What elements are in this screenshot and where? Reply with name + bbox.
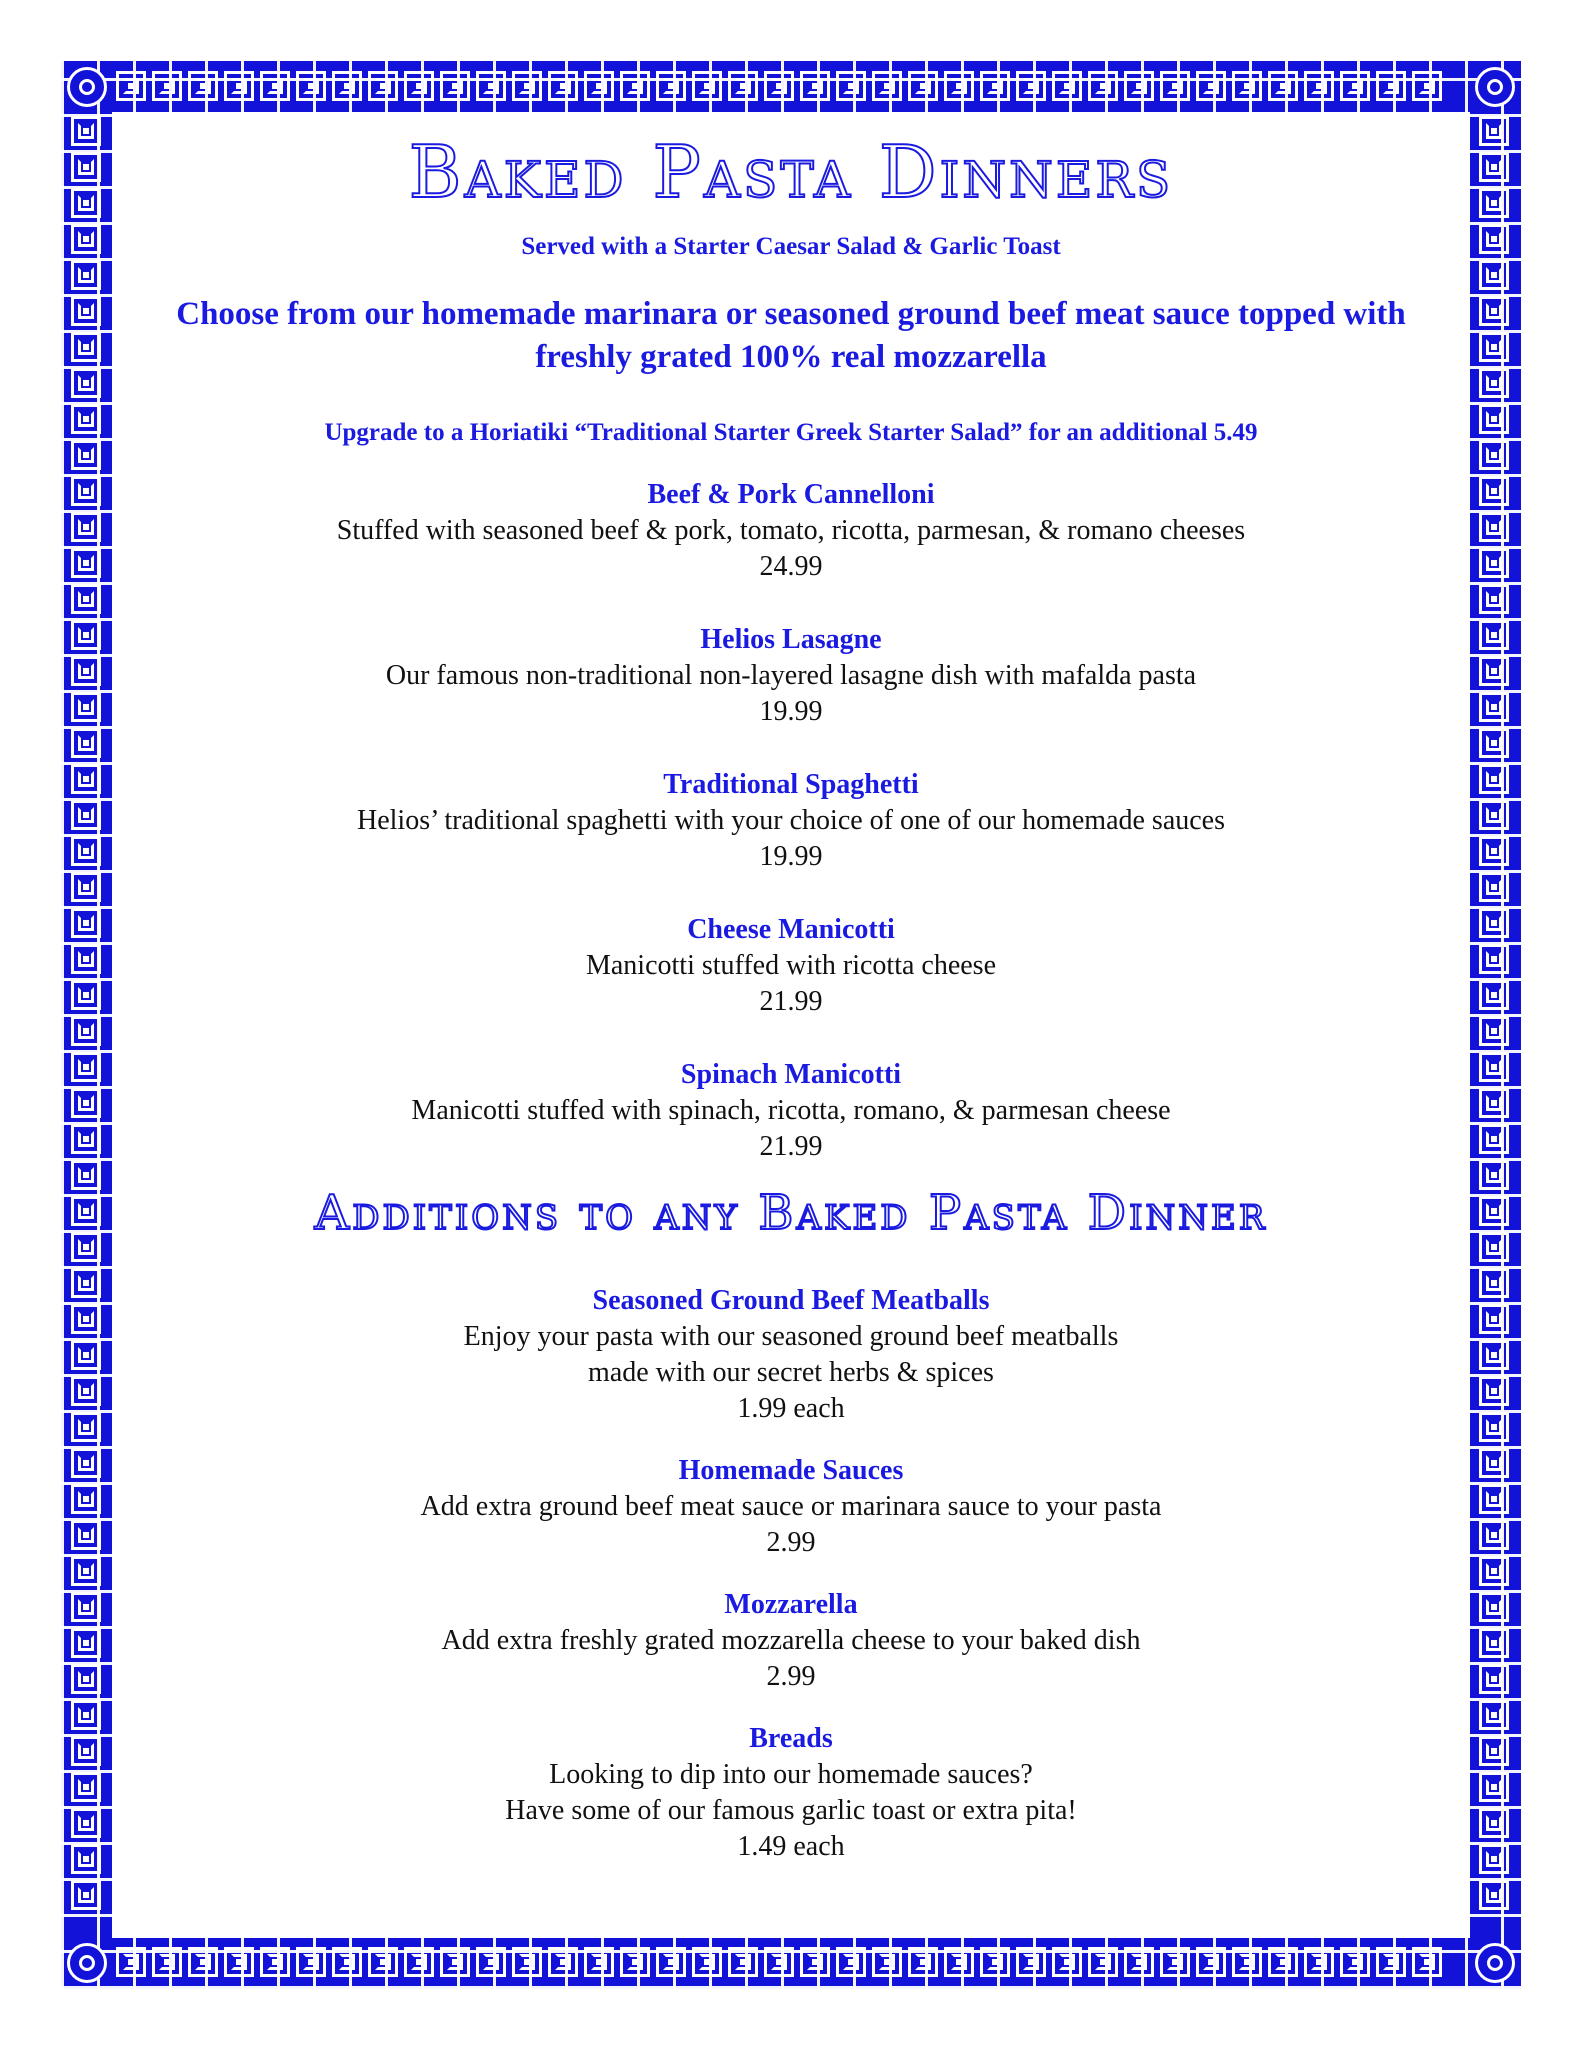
greek-key-tile: [764, 71, 794, 101]
menu-item-name: Spinach Manicotti: [680, 1059, 902, 1090]
greek-key-tile: [1479, 1700, 1509, 1730]
greek-key-tile: [1479, 980, 1509, 1010]
greek-key-tile: [71, 332, 101, 362]
greek-key-tile: [1016, 1947, 1046, 1977]
greek-key-tile: [152, 71, 182, 101]
greek-key-tile: [584, 1947, 614, 1977]
menu-item-price: 24.99: [759, 551, 823, 582]
greek-key-tile: [1479, 908, 1509, 938]
greek-key-tile: [1088, 71, 1118, 101]
greek-key-tile: [71, 620, 101, 650]
greek-key-tile: [1124, 1947, 1154, 1977]
menu-item: [130, 767, 1452, 875]
greek-key-tile: [71, 1124, 101, 1154]
greek-key-tile: [71, 1700, 101, 1730]
greek-key-tile: [188, 1947, 218, 1977]
greek-key-tile: [1160, 1947, 1190, 1977]
greek-key-tile: [1479, 332, 1509, 362]
greek-key-tile: [692, 71, 722, 101]
menu-item-description: Looking to dip into our homemade sauces?: [549, 1759, 1033, 1790]
greek-key-tile: [1412, 1947, 1442, 1977]
menu-item-price: 2.99: [766, 1527, 816, 1558]
greek-key-tile: [71, 1484, 101, 1514]
greek-key-tile: [1196, 71, 1226, 101]
greek-key-tile: [71, 872, 101, 902]
greek-key-tile: [71, 1232, 101, 1262]
greek-key-tile: [71, 1556, 101, 1586]
greek-key-tile: [1268, 71, 1298, 101]
greek-key-tile: [71, 836, 101, 866]
greek-key-tile: [71, 1412, 101, 1442]
greek-key-tile: [71, 1448, 101, 1478]
greek-key-tile: [908, 1947, 938, 1977]
greek-key-tile: [1479, 188, 1509, 218]
greek-key-tile: [1196, 1947, 1226, 1977]
greek-key-tile: [1479, 1736, 1509, 1766]
greek-key-tile: [1479, 1556, 1509, 1586]
greek-key-tile: [1479, 1088, 1509, 1118]
greek-key-tile: [1124, 71, 1154, 101]
greek-key-tile: [71, 116, 101, 146]
greek-key-tile: [1479, 728, 1509, 758]
greek-key-tile: [1479, 620, 1509, 650]
greek-key-tile: [296, 1947, 326, 1977]
greek-key-tile: [71, 188, 101, 218]
greek-key-tile: [440, 1947, 470, 1977]
menu-item: [130, 1057, 1452, 1165]
greek-key-tile: [1232, 71, 1262, 101]
greek-key-tile: [404, 71, 434, 101]
menu-item-price: 1.49 each: [737, 1831, 845, 1862]
greek-key-tile: [656, 71, 686, 101]
dish-list: [130, 477, 1452, 1165]
greek-key-tile: [1052, 1947, 1082, 1977]
greek-key-tile: [1479, 1592, 1509, 1622]
menu-item-description: Stuffed with seasoned beef & pork, tomato, ricotta, parmesan, & romano cheeses: [336, 515, 1246, 546]
greek-key-tile: [71, 368, 101, 398]
greek-key-tile: [1088, 1947, 1118, 1977]
greek-key-tile: [836, 1947, 866, 1977]
greek-key-tile: [1340, 71, 1370, 101]
greek-key-tile: [332, 1947, 362, 1977]
greek-key-tile: [1479, 1772, 1509, 1802]
greek-key-tile: [1479, 1268, 1509, 1298]
greek-key-tile: [188, 71, 218, 101]
greek-key-tile: [1479, 1448, 1509, 1478]
greek-key-tile: [512, 71, 542, 101]
menu-item: [130, 1721, 1452, 1865]
greek-key-tile: [1479, 1196, 1509, 1226]
menu-item-description: Have some of our famous garlic toast or extra pita!: [505, 1795, 1077, 1826]
greek-key-tile: [944, 1947, 974, 1977]
additions-list: [130, 1283, 1452, 1865]
greek-key-tile: [116, 1947, 146, 1977]
greek-key-tile: [692, 1947, 722, 1977]
greek-key-tile: [71, 1628, 101, 1658]
menu-content: [130, 125, 1452, 1865]
greek-key-tile: [71, 1196, 101, 1226]
greek-key-tile: [1479, 1232, 1509, 1262]
greek-key-tile: [1016, 71, 1046, 101]
greek-key-tile: [71, 728, 101, 758]
greek-key-tile: [1479, 1808, 1509, 1838]
greek-key-tile: [71, 1160, 101, 1190]
greek-key-tile: [71, 584, 101, 614]
greek-key-tile: [1479, 1160, 1509, 1190]
greek-key-tile: [71, 152, 101, 182]
greek-key-tile: [476, 71, 506, 101]
greek-key-tile: [1268, 1947, 1298, 1977]
greek-key-tile: [620, 1947, 650, 1977]
greek-key-tile: [71, 1808, 101, 1838]
greek-key-tile: [1376, 1947, 1406, 1977]
greek-key-tile: [1340, 1947, 1370, 1977]
menu-item-name: Beef & Pork Cannelloni: [647, 479, 935, 510]
greek-key-tile: [71, 980, 101, 1010]
greek-key-tile: [1479, 1304, 1509, 1334]
greek-key-tile: [71, 1268, 101, 1298]
greek-key-tile: [1479, 1880, 1509, 1910]
greek-key-tile: [1479, 296, 1509, 326]
greek-key-tile: [71, 1772, 101, 1802]
greek-key-tile: [368, 1947, 398, 1977]
greek-key-tile: [476, 1947, 506, 1977]
greek-key-tile: [1052, 71, 1082, 101]
menu-item-description: Manicotti stuffed with ricotta cheese: [585, 950, 997, 981]
greek-key-tile: [71, 512, 101, 542]
border-right-key-pattern: [1476, 113, 1512, 1913]
greek-key-tile: [296, 71, 326, 101]
salad-upgrade-note: Upgrade to a Horiatiki “Traditional Starter Greek Starter Salad” for an additional 5.49: [324, 419, 1258, 446]
greek-key-tile: [71, 224, 101, 254]
greek-key-tile: [1479, 224, 1509, 254]
greek-key-tile: [1479, 440, 1509, 470]
greek-key-tile: [548, 71, 578, 101]
greek-key-tile: [260, 71, 290, 101]
greek-key-tile: [1479, 1844, 1509, 1874]
greek-key-tile: [1479, 800, 1509, 830]
greek-key-tile: [71, 800, 101, 830]
menu-item: [130, 912, 1452, 1020]
greek-key-tile: [71, 944, 101, 974]
greek-key-tile: [584, 71, 614, 101]
greek-key-tile: [1479, 368, 1509, 398]
menu-item-price: 1.99 each: [737, 1393, 845, 1424]
border-bottom-key-pattern: [113, 1944, 1445, 1980]
greek-key-tile: [71, 1844, 101, 1874]
greek-key-tile: [71, 692, 101, 722]
menu-item-description: made with our secret herbs & spices: [588, 1357, 994, 1388]
greek-key-tile: [71, 1340, 101, 1370]
greek-key-tile: [224, 1947, 254, 1977]
greek-key-tile: [1479, 1052, 1509, 1082]
greek-key-tile: [728, 1947, 758, 1977]
greek-key-tile: [1479, 152, 1509, 182]
greek-key-tile: [1304, 71, 1334, 101]
greek-key-tile: [71, 1592, 101, 1622]
greek-key-tile: [1479, 764, 1509, 794]
menu-item-price: 19.99: [759, 841, 823, 872]
greek-key-tile: [1479, 1484, 1509, 1514]
greek-key-tile: [71, 1880, 101, 1910]
greek-key-tile: [404, 1947, 434, 1977]
greek-key-tile: [1479, 872, 1509, 902]
menu-item-description: Manicotti stuffed with spinach, ricotta, romano, & parmesan cheese: [411, 1095, 1171, 1126]
greek-key-tile: [1376, 71, 1406, 101]
greek-key-tile: [71, 656, 101, 686]
greek-key-tile: [71, 1736, 101, 1766]
greek-key-tile: [71, 908, 101, 938]
border-left-key-pattern: [68, 113, 104, 1913]
menu-item-description: Our famous non-traditional non-layered lasagne dish with mafalda pasta: [385, 660, 1197, 691]
menu-item: [130, 477, 1452, 585]
greek-key-tile: [1232, 1947, 1262, 1977]
menu-item-description: Add extra ground beef meat sauce or marinara sauce to your pasta: [420, 1491, 1162, 1522]
greek-key-tile: [71, 260, 101, 290]
greek-key-tile: [1479, 512, 1509, 542]
greek-key-tile: [71, 1664, 101, 1694]
greek-key-tile: [1479, 1016, 1509, 1046]
greek-key-tile: [224, 71, 254, 101]
menu-item-price: 21.99: [759, 1131, 823, 1162]
greek-key-tile: [908, 71, 938, 101]
greek-key-tile: [1479, 656, 1509, 686]
greek-key-tile: [512, 1947, 542, 1977]
menu-title: Baked Pasta Dinners: [408, 130, 1174, 214]
greek-key-tile: [1479, 692, 1509, 722]
greek-key-tile: [1479, 836, 1509, 866]
menu-item-price: 19.99: [759, 696, 823, 727]
greek-key-tile: [1479, 404, 1509, 434]
greek-key-tile: [980, 71, 1010, 101]
menu-item-description: Helios’ traditional spaghetti with your choice of one of our homemade sauces: [357, 805, 1225, 836]
greek-key-tile: [872, 1947, 902, 1977]
greek-key-tile: [836, 71, 866, 101]
menu-item-description: Enjoy your pasta with our seasoned ground beef meatballs: [463, 1321, 1119, 1352]
menu-item: [130, 1453, 1452, 1561]
greek-key-tile: [548, 1947, 578, 1977]
greek-key-tile: [71, 1304, 101, 1334]
border-top-key-pattern: [113, 68, 1445, 104]
menu-item-name: Breads: [749, 1723, 833, 1754]
greek-key-tile: [71, 296, 101, 326]
menu-item-name: Cheese Manicotti: [687, 914, 895, 945]
greek-key-tile: [152, 1947, 182, 1977]
greek-key-tile: [71, 404, 101, 434]
greek-key-tile: [728, 71, 758, 101]
greek-key-tile: [71, 1088, 101, 1118]
greek-key-tile: [620, 71, 650, 101]
greek-key-tile: [1479, 1376, 1509, 1406]
greek-key-tile: [71, 440, 101, 470]
greek-key-tile: [1412, 71, 1442, 101]
menu-item-name: Helios Lasagne: [700, 624, 882, 655]
menu-item-name: Traditional Spaghetti: [663, 769, 919, 800]
greek-key-tile: [368, 71, 398, 101]
greek-key-tile: [1479, 944, 1509, 974]
border-corner-ornament: [1475, 1943, 1515, 1983]
greek-key-tile: [71, 548, 101, 578]
greek-key-tile: [800, 71, 830, 101]
sauce-choice-note: Choose from our homemade marinara or seasoned ground beef meat sauce topped with freshly grated 100% real mozzarella: [176, 296, 1406, 375]
border-corner-ornament: [67, 1943, 107, 1983]
menu-item-name: Seasoned Ground Beef Meatballs: [592, 1285, 990, 1316]
greek-key-tile: [1479, 584, 1509, 614]
greek-key-tile: [260, 1947, 290, 1977]
greek-key-tile: [1479, 1412, 1509, 1442]
greek-key-tile: [71, 1376, 101, 1406]
greek-key-tile: [764, 1947, 794, 1977]
greek-key-tile: [800, 1947, 830, 1977]
greek-key-tile: [116, 71, 146, 101]
menu-item: [130, 1587, 1452, 1695]
border-corner-ornament: [67, 67, 107, 107]
greek-key-tile: [944, 71, 974, 101]
greek-key-tile: [71, 764, 101, 794]
greek-key-tile: [71, 1016, 101, 1046]
greek-key-tile: [872, 71, 902, 101]
greek-key-tile: [440, 71, 470, 101]
greek-key-tile: [1479, 476, 1509, 506]
menu-item-name: Homemade Sauces: [678, 1455, 904, 1486]
menu-item-price: 21.99: [759, 986, 823, 1017]
served-with-note: Served with a Starter Caesar Salad & Garlic Toast: [521, 233, 1061, 260]
menu-item-price: 2.99: [766, 1661, 816, 1692]
greek-key-tile: [1160, 71, 1190, 101]
greek-key-tile: [1479, 116, 1509, 146]
greek-key-tile: [1304, 1947, 1334, 1977]
greek-key-tile: [71, 1052, 101, 1082]
greek-key-tile: [656, 1947, 686, 1977]
greek-key-tile: [71, 1520, 101, 1550]
border-corner-ornament: [1475, 67, 1515, 107]
greek-key-tile: [1479, 1520, 1509, 1550]
menu-item: [130, 622, 1452, 730]
additions-title: Additions to any Baked Pasta Dinner: [314, 1185, 1268, 1241]
menu-item: [130, 1283, 1452, 1427]
greek-key-tile: [980, 1947, 1010, 1977]
greek-key-tile: [332, 71, 362, 101]
menu-item-description: Add extra freshly grated mozzarella cheese to your baked dish: [441, 1625, 1141, 1656]
menu-item-name: Mozzarella: [724, 1589, 858, 1620]
greek-key-tile: [1479, 1340, 1509, 1370]
greek-key-tile: [1479, 1124, 1509, 1154]
greek-key-tile: [1479, 1664, 1509, 1694]
greek-key-tile: [1479, 260, 1509, 290]
greek-key-tile: [1479, 1628, 1509, 1658]
greek-key-tile: [71, 476, 101, 506]
greek-key-tile: [1479, 548, 1509, 578]
